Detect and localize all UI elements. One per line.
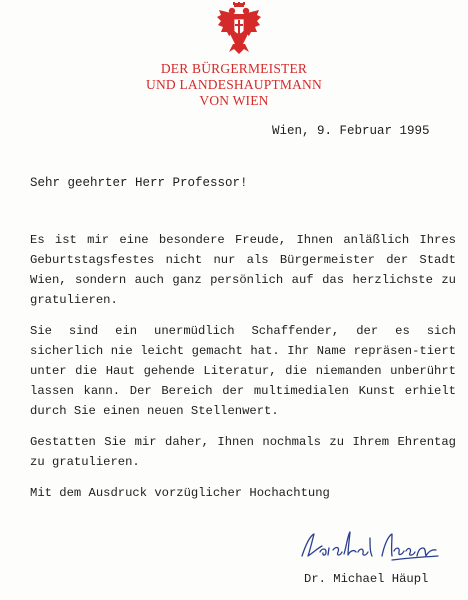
letterhead-line-3: VON WIEN	[199, 93, 269, 108]
closing-line: Mit dem Ausdruck vorzüglicher Hochachtung	[30, 486, 330, 500]
paragraph-2: Sie sind ein unermüdlich Schaffender, der es sich sicherlich nie leicht gemacht hat. Ihr Name repräsen-tiert unter die Haut gehende Literatur, die niemanden unberührt lassen kann. Der Bereich der multimedialen Kunst erhielt durch Sie einen neuen Stellenwert.	[30, 324, 456, 418]
paragraph-1: Es ist mir eine besondere Freude, Ihnen anläßlich Ihres Geburtstagsfestes nicht nur als Bürgermeister der Stadt Wien, sondern auch ganz persönlich auf das herzlichste zu gratulieren.	[30, 233, 456, 307]
signatory-name: Dr. Michael Häupl	[304, 572, 429, 586]
letter-date: Wien, 9. Februar 1995	[272, 124, 430, 138]
salutation: Sehr geehrter Herr Professor!	[30, 176, 248, 190]
letterhead-line-2: UND LANDESHAUPTMANN	[146, 77, 322, 92]
vienna-coat-of-arms-icon	[217, 2, 261, 54]
handwritten-signature-icon	[296, 526, 444, 566]
letterhead-line-1: DER BÜRGERMEISTER	[160, 61, 308, 76]
paragraph-3: Gestatten Sie mir daher, Ihnen nochmals zu Ihrem Ehrentag zu gratulieren.	[30, 435, 456, 469]
